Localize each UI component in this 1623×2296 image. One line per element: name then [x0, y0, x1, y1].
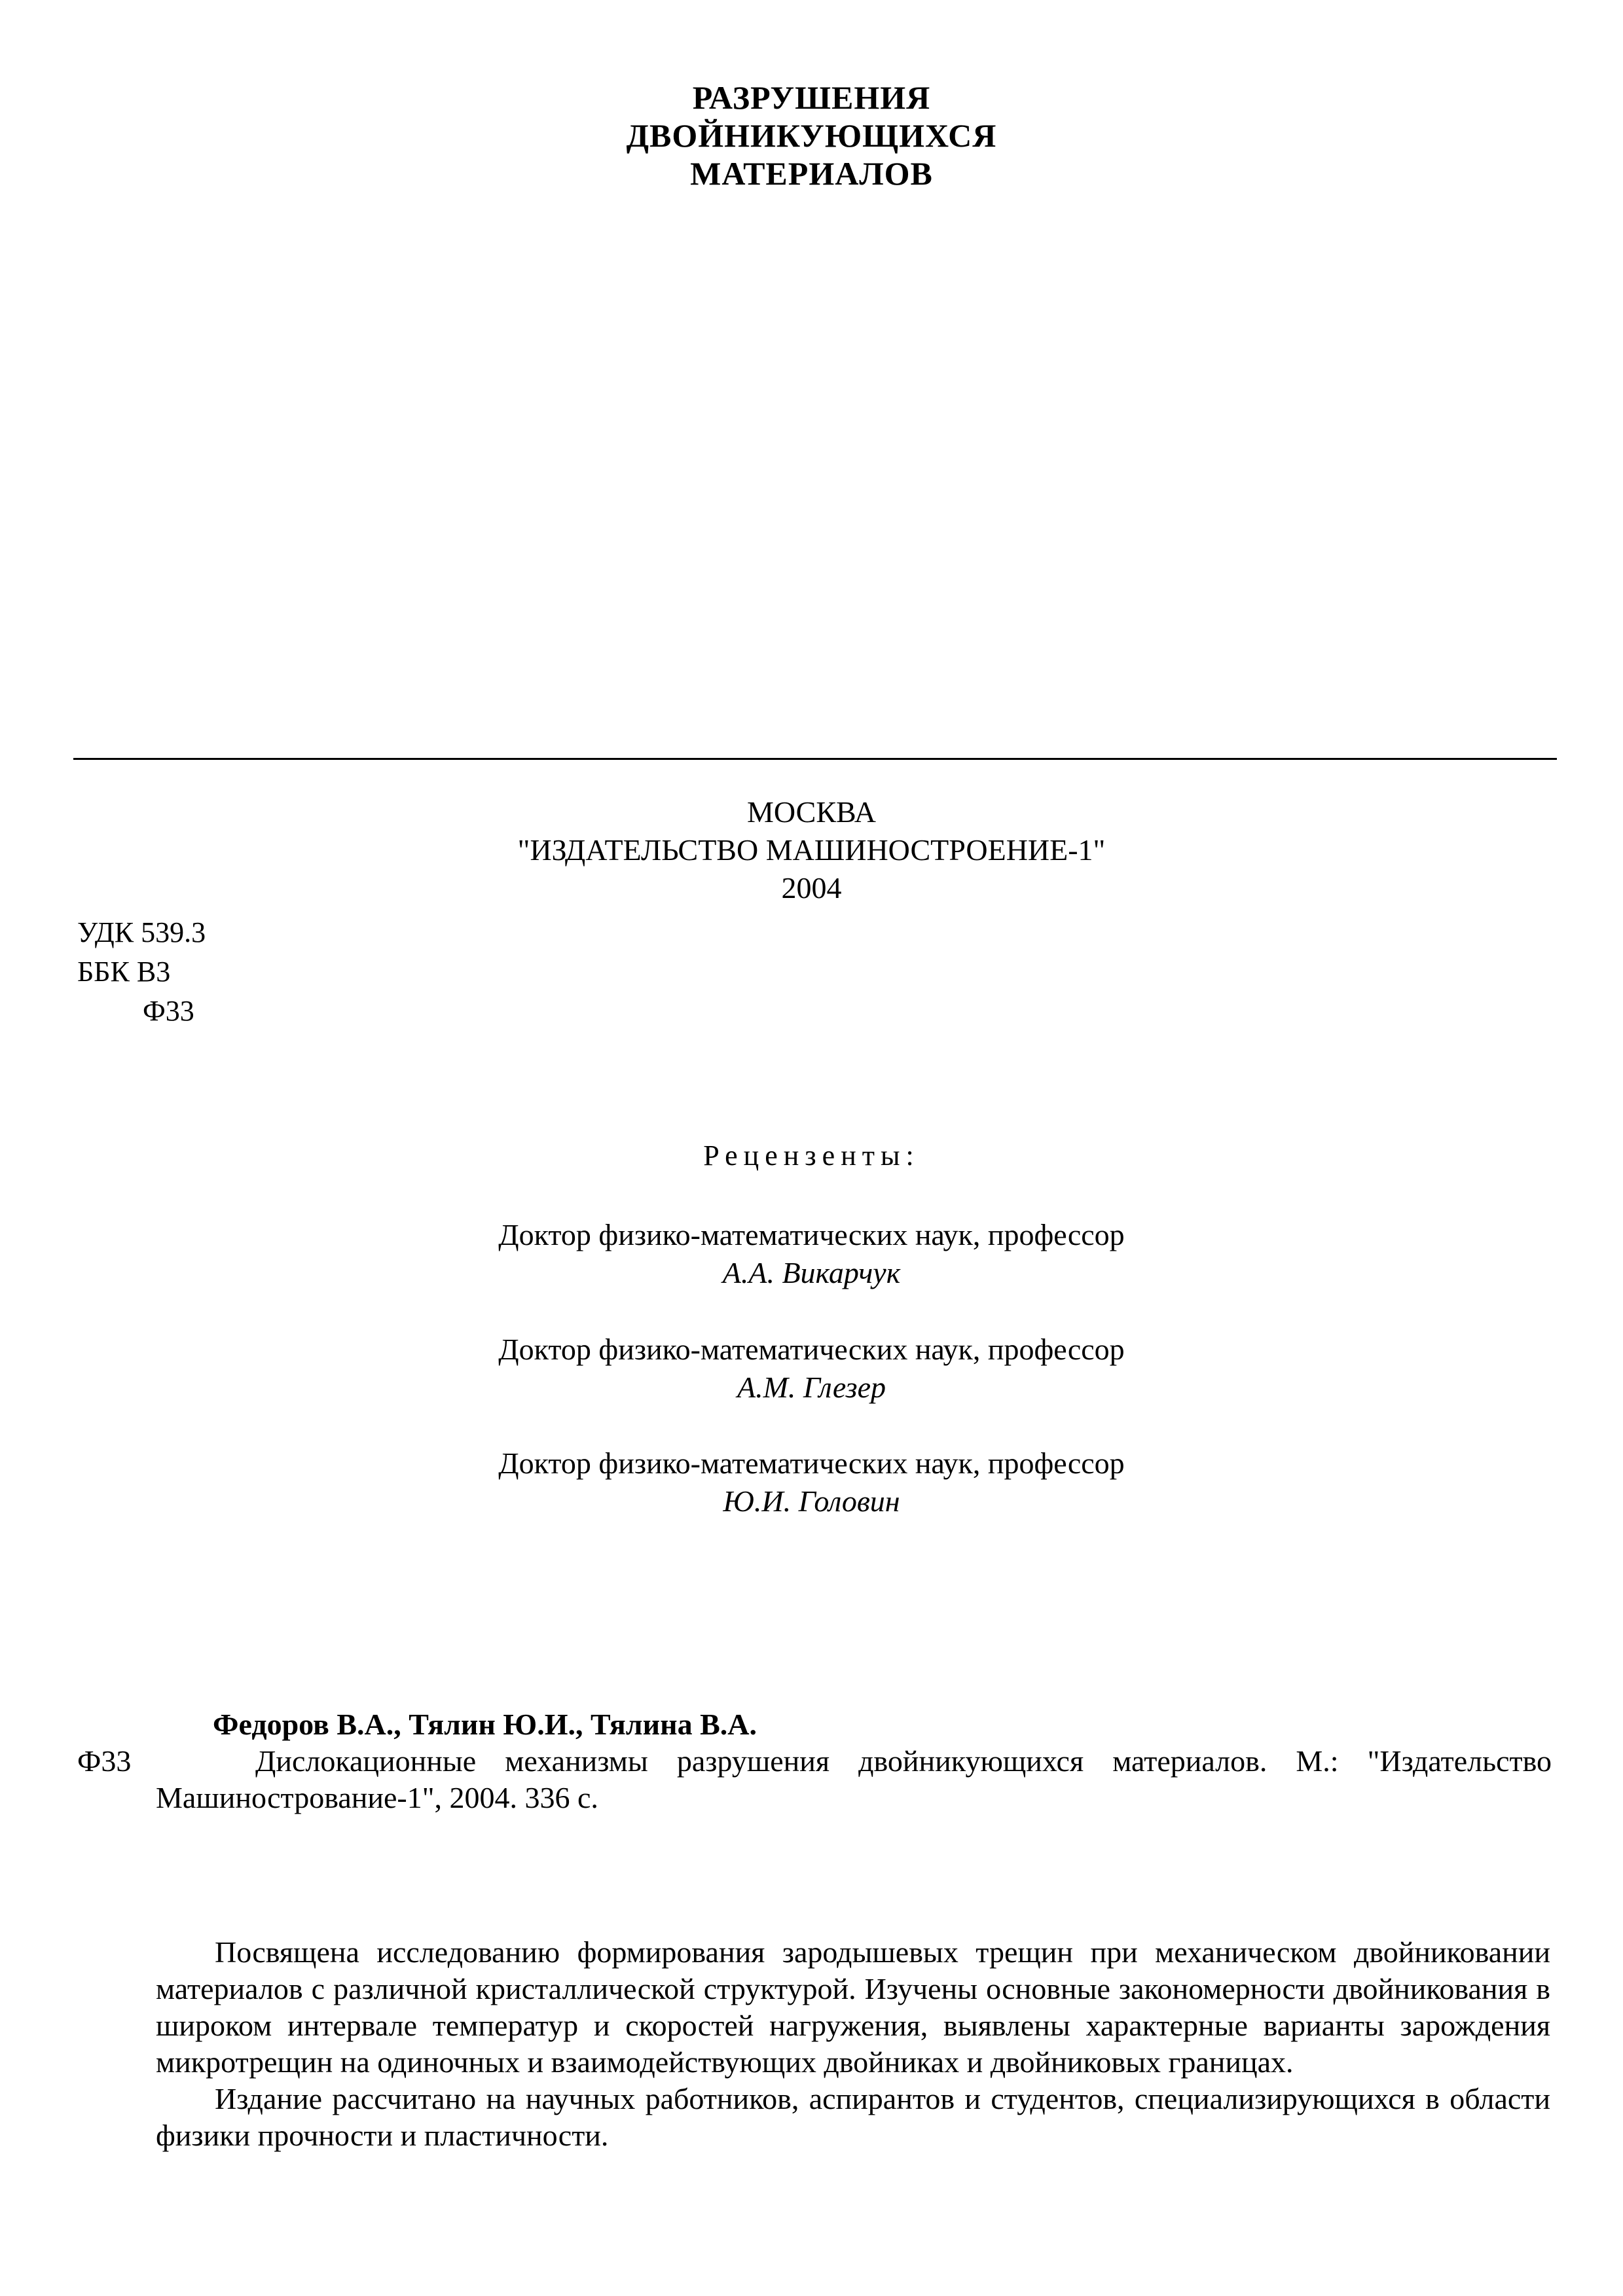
annotation: [156, 1934, 1550, 2154]
annotation-paragraph-2: Издание рассчитано на научных работников, аспирантов и студентов, специализирующихся в области физики прочности и пластичности.: [156, 2082, 1550, 2152]
bbk-code: ББК В3: [77, 956, 171, 988]
reviewer-position: Доктор физико-математических наук, профессор: [498, 1333, 1125, 1366]
bibliography-description-line1: Дислокационные механизмы разрушения двойникующихся материалов. М.: "Издательство: [255, 1744, 1552, 1778]
title-line-3: МАТЕРИАЛОВ: [690, 155, 933, 192]
publisher-year: 2004: [781, 871, 842, 905]
book-title: [0, 79, 1623, 192]
title-line-1: РАЗРУШЕНИЯ: [692, 79, 931, 116]
reviewers-heading: Рецензенты:: [703, 1139, 920, 1172]
reviewer-name: Ю.И. Головин: [723, 1484, 900, 1518]
reviewer-position: Доктор физико-математических наук, профессор: [498, 1218, 1125, 1251]
horizontal-divider: [73, 758, 1557, 760]
udk-code: УДК 539.3: [77, 916, 206, 948]
publisher-name: "ИЗДАТЕЛЬСТВО МАШИНОСТРОЕНИЕ-1": [517, 833, 1106, 867]
bibliography-authors: Федоров В.А., Тялин Ю.И., Тялина В.А.: [213, 1708, 757, 1741]
reviewer-1: [0, 1216, 1623, 1292]
reviewer-position: Доктор физико-математических наук, профессор: [498, 1446, 1125, 1480]
reviewer-name: А.А. Викарчук: [722, 1256, 901, 1289]
bibliography-code: Ф33: [77, 1744, 132, 1778]
publisher-city: МОСКВА: [746, 795, 877, 829]
author-mark-code: Ф33: [143, 995, 194, 1027]
reviewer-name: А.М. Глезер: [737, 1371, 886, 1404]
title-line-2: ДВОЙНИКУЮЩИХСЯ: [626, 117, 997, 154]
reviewer-2: [0, 1331, 1623, 1407]
reviewer-3: [0, 1444, 1623, 1520]
publisher-block: [0, 793, 1623, 907]
bibliography-description-line2: Машинострование-1", 2004. 336 с.: [156, 1781, 598, 1814]
annotation-paragraph-1: Посвящена исследованию формирования зародышевых трещин при механическом двойниковании материалов с различной кристаллической структурой. Изучены основные закономерности двойникования в широком интервале температур и скоростей нагружения, выявлены характерные варианты зарождения микротрещин на одиночных и взаимодействующих двойниках и двойниковых границах.: [156, 1935, 1550, 2079]
